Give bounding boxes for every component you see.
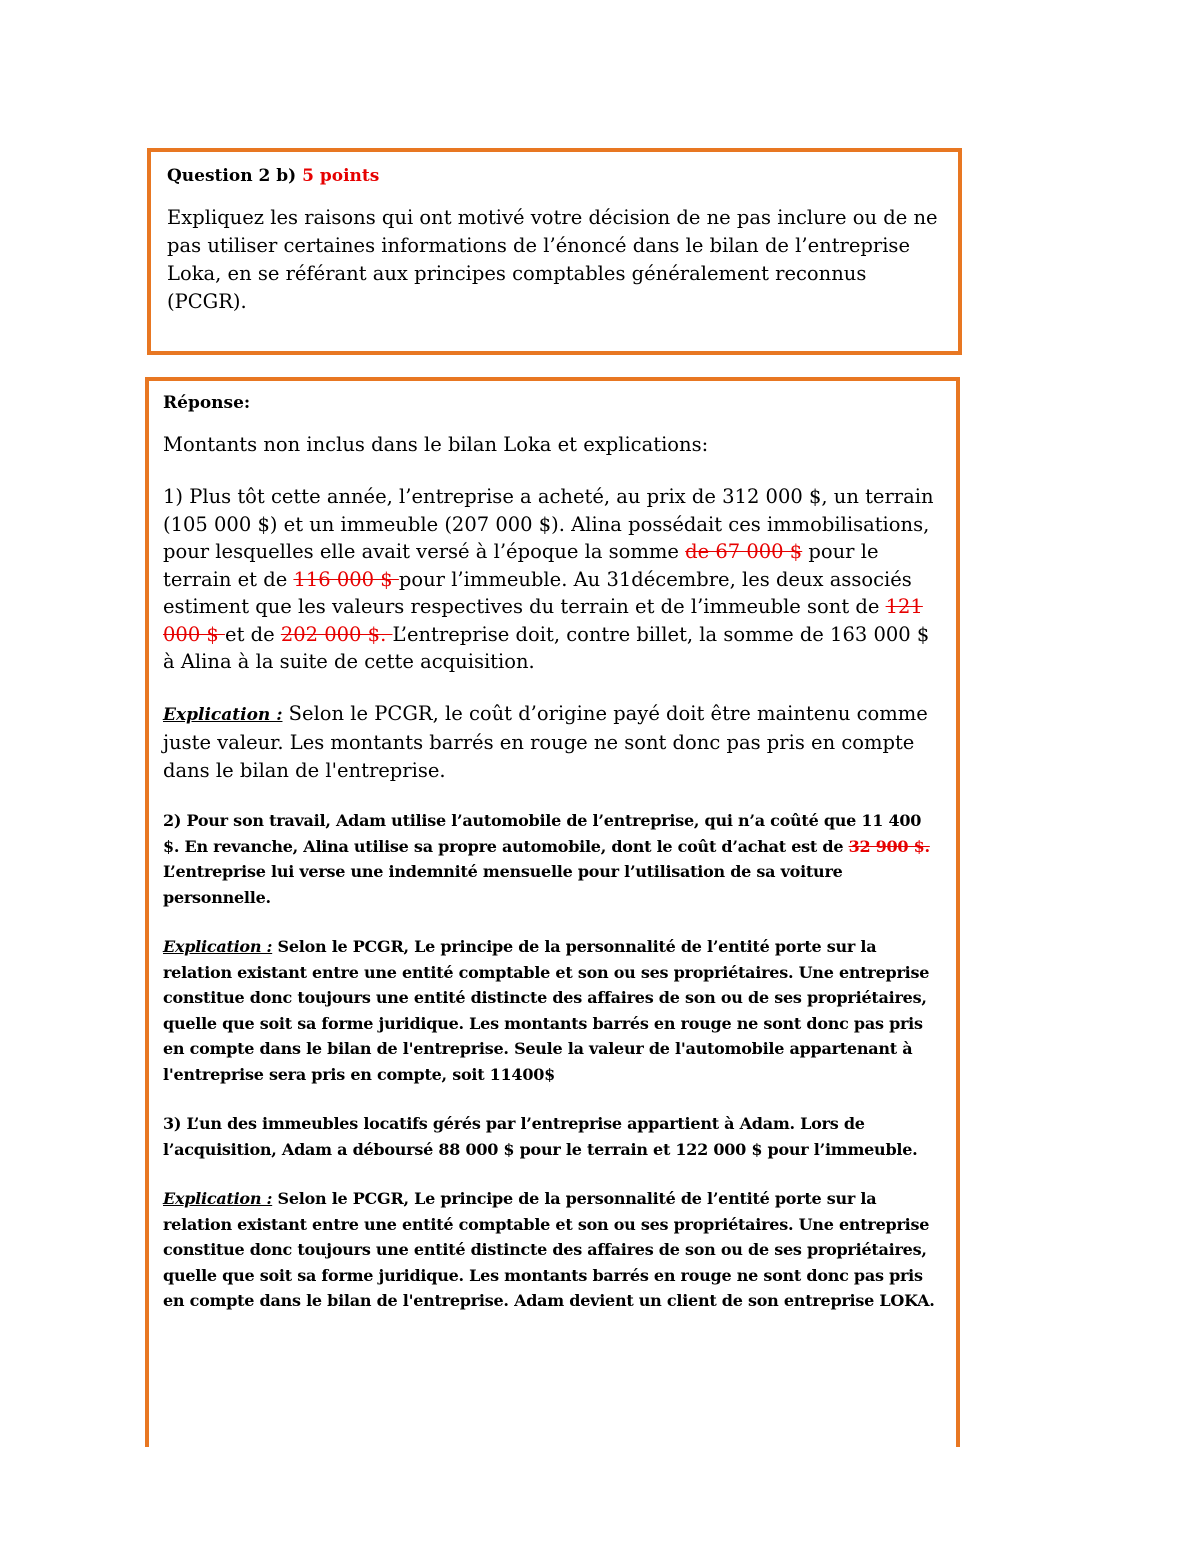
question-points: 5 points bbox=[302, 166, 380, 186]
item-1-strike-c: 121 000 $ bbox=[163, 595, 923, 646]
question-body: Expliquez les raisons qui ont motivé votre décision de ne pas inclure ou de ne pas utiliser certaines informations de l’énoncé dans le bilan de l’entreprise Loka, en se référant aux principes comptables généralement reconnus (PCGR). bbox=[167, 206, 938, 313]
item-1-text-c: pour l’immeuble. Au 31décembre, les deux associés estiment que les valeurs respectives du terrain et de l’immeuble sont de bbox=[163, 567, 912, 618]
item-2-strike-a: 32 900 $. bbox=[848, 836, 930, 856]
explanation-2-label: Explication : bbox=[163, 937, 273, 956]
item-3: 3) L’un des immeubles locatifs gérés par l’entreprise appartient à Adam. Lors de l’acquisition, Adam a déboursé 88 000 $ pour le terrain et 122 000 $ pour l’immeuble. bbox=[163, 1114, 918, 1159]
item-1-text-b: pour le terrain et de bbox=[163, 540, 879, 591]
explanation-3 bbox=[163, 1186, 942, 1314]
explanation-3-text: Selon le PCGR, Le principe de la personnalité de l’entité porte sur la relation existant entre une entité comptable et son ou ses propriétaires. Une entreprise constitue donc toujours une entité distincte des affaires de son ou de ses propriétaires, quelle que soit sa forme juridique. Les montants barrés en rouge ne sont donc pas pris en compte dans le bilan de l'entreprise. Adam devient un client de son entreprise LOKA. bbox=[163, 1189, 935, 1310]
question-box bbox=[147, 148, 962, 355]
answer-box bbox=[145, 377, 960, 1447]
answer-title: Réponse: bbox=[163, 393, 251, 413]
item-1-text-e: L’entreprise doit, contre billet, la somme de 163 000 $ à Alina à la suite de cette acquisition. bbox=[163, 622, 930, 673]
item-1-strike-b: 116 000 $ bbox=[293, 567, 399, 591]
item-1 bbox=[163, 483, 942, 676]
item-2-text-a: 2) Pour son travail, Adam utilise l’automobile de l’entreprise, qui n’a coûté que 11 400 $. En revanche, Alina utilise sa propre automobile, dont le coût d’achat est de bbox=[163, 811, 922, 856]
item-1-text-a: 1) Plus tôt cette année, l’entreprise a acheté, au prix de 312 000 $, un terrain (105 000 $) et un immeuble (207 000 $). Alina possédait ces immobilisations, pour lesquelles elle avait versé à l’époque la somme bbox=[163, 485, 934, 563]
item-1-strike-d: 202 000 $. bbox=[280, 622, 393, 646]
item-1-text-d: et de bbox=[225, 622, 281, 646]
answer-intro: Montants non inclus dans le bilan Loka et explications: bbox=[163, 433, 709, 456]
item-2 bbox=[163, 808, 942, 910]
explanation-2-text: Selon le PCGR, Le principe de la personnalité de l’entité porte sur la relation existant entre une entité comptable et son ou ses propriétaires. Une entreprise constitue donc toujours une entité distincte des affaires de son ou de ses propriétaires, quelle que soit sa forme juridique. Les montants barrés en rouge ne sont donc pas pris en compte dans le bilan de l'entreprise. Seule la valeur de l'automobile appartenant à l'entreprise sera pris en compte, soit 11400$ bbox=[163, 937, 930, 1084]
item-1-strike-a: de 67 000 $ bbox=[685, 540, 803, 563]
question-title: Question 2 b) bbox=[167, 166, 297, 186]
question-heading bbox=[167, 166, 944, 186]
explanation-3-label: Explication : bbox=[163, 1189, 273, 1208]
explanation-2 bbox=[163, 934, 942, 1087]
explanation-1 bbox=[163, 700, 942, 785]
explanation-1-label: Explication : bbox=[163, 704, 283, 725]
item-2-text-b: L’entreprise lui verse une indemnité mensuelle pour l’utilisation de sa voiture personnelle. bbox=[163, 862, 843, 907]
explanation-1-text: Selon le PCGR, le coût d’origine payé doit être maintenu comme juste valeur. Les montants barrés en rouge ne sont donc pas pris en compte dans le bilan de l'entreprise. bbox=[163, 701, 928, 782]
